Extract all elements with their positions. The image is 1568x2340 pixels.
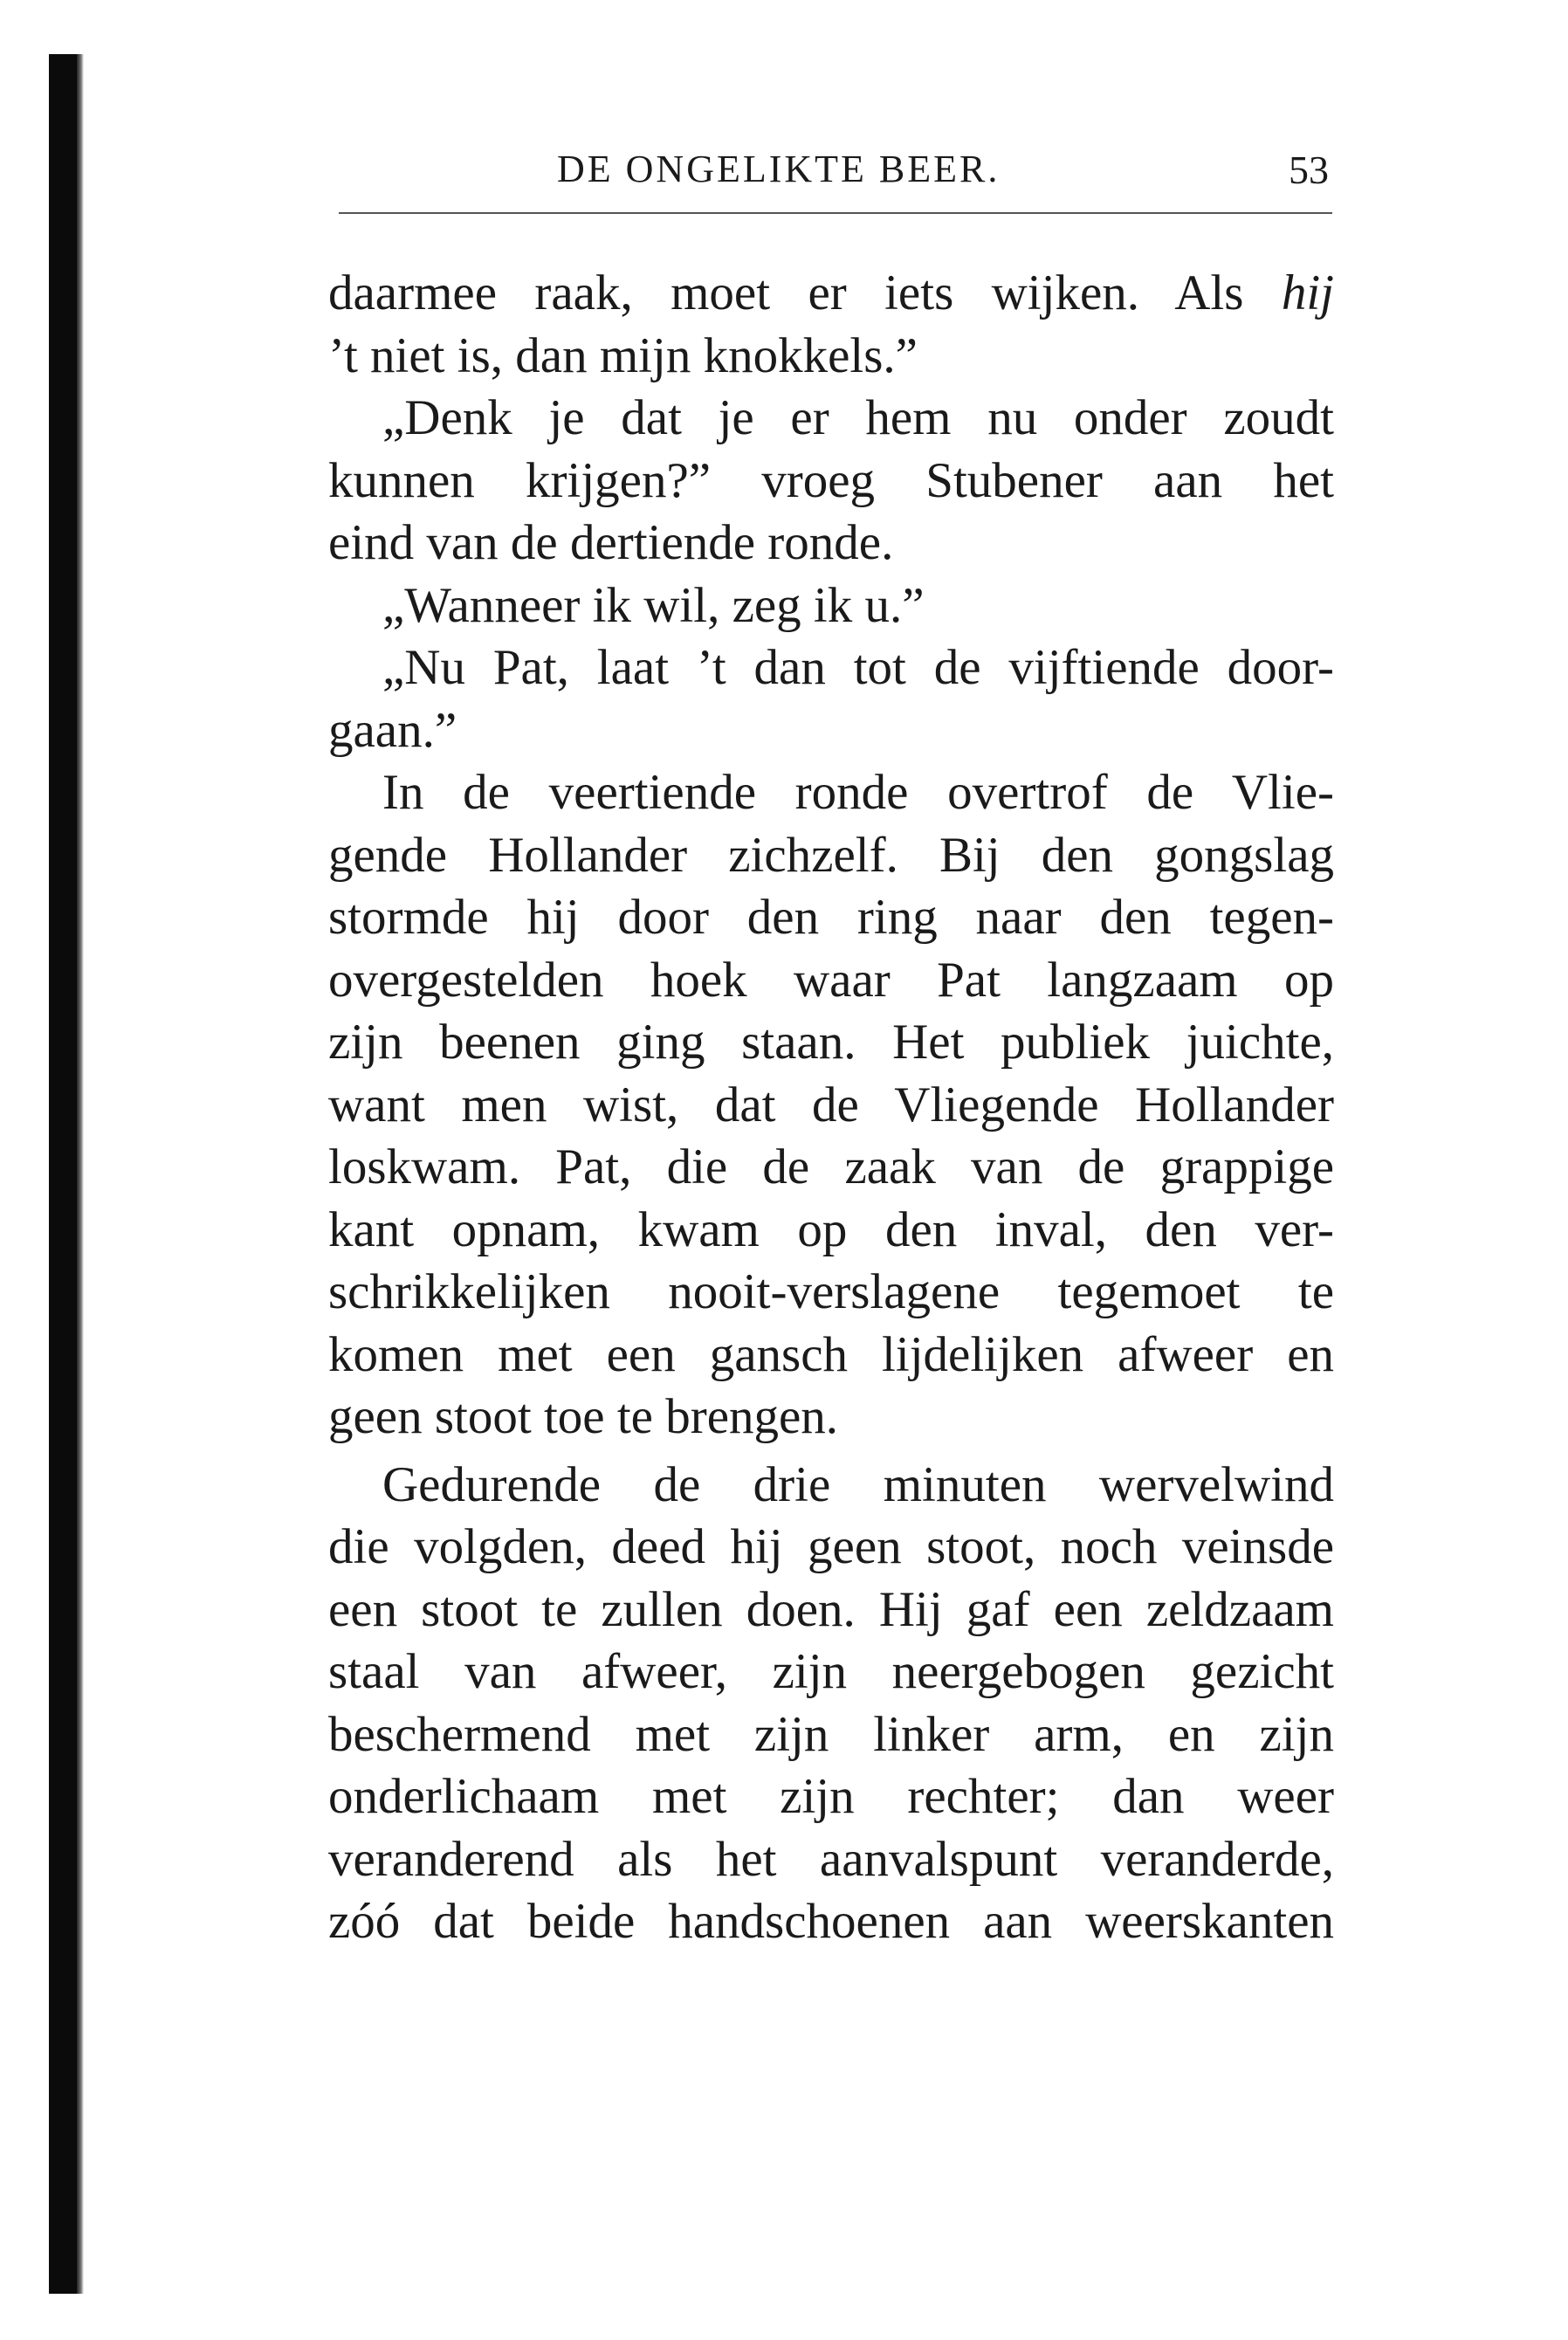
text-line: In de veertiende ronde overtrof de Vlie- bbox=[382, 765, 1334, 820]
text-line: want men wist, dat de Vliegende Hollander bbox=[328, 1077, 1334, 1132]
text-line: stormde hij door den ring naar den tegen- bbox=[328, 890, 1334, 945]
text-line: zóó dat beide handschoenen aan weerskanten bbox=[328, 1894, 1334, 1949]
body-text bbox=[328, 262, 1334, 1953]
text-line: „Denk je dat je er hem nu onder zoudt bbox=[382, 390, 1334, 445]
text-line: geen stoot toe te brengen. bbox=[328, 1389, 839, 1444]
book-spine-edge bbox=[77, 54, 84, 2294]
text-line: veranderend als het aanvalspunt veranderde, bbox=[328, 1831, 1334, 1887]
text-line: eind van de dertiende ronde. bbox=[328, 515, 894, 570]
text-line: kunnen krijgen?” vroeg Stubener aan het bbox=[328, 452, 1334, 508]
running-title: DE ONGELIKTE BEER. bbox=[557, 148, 1001, 190]
text-line: gaan.” bbox=[328, 702, 457, 758]
text-line: ’t niet is, dan mijn knokkels.” bbox=[328, 327, 918, 383]
text-line: onderlichaam met zijn rechter; dan weer bbox=[328, 1769, 1334, 1824]
text-line: beschermend met zijn linker arm, en zijn bbox=[328, 1706, 1334, 1762]
text-line: zijn beenen ging staan. Het publiek juichte, bbox=[328, 1015, 1334, 1070]
text-line: staal van afweer, zijn neergebogen gezicht bbox=[328, 1644, 1334, 1699]
italic-word: hij bbox=[1281, 265, 1334, 320]
text-line: komen met een gansch lijdelijken afweer en bbox=[328, 1326, 1334, 1382]
text-line: „Wanneer ik wil, zeg ik u.” bbox=[382, 577, 925, 633]
text-line: daarmee raak, moet er iets wijken. Als hij bbox=[328, 265, 1334, 320]
text-line: overgestelden hoek waar Pat langzaam op bbox=[328, 952, 1334, 1008]
text-line: een stoot te zullen doen. Hij gaf een zeldzaam bbox=[328, 1581, 1334, 1637]
text-line: kant opnam, kwam op den inval, den ver- bbox=[328, 1201, 1334, 1257]
page-header bbox=[332, 147, 1336, 208]
text-line: Gedurende de drie minuten wervelwind bbox=[382, 1456, 1334, 1512]
text-line: „Nu Pat, laat ’t dan tot de vijftiende door- bbox=[382, 640, 1334, 695]
text-line: schrikkelijken nooit-verslagene tegemoet te bbox=[328, 1264, 1334, 1319]
text-line: gende Hollander zichzelf. Bij den gongslag bbox=[328, 827, 1334, 883]
text-line: loskwam. Pat, die de zaak van de grappige bbox=[328, 1139, 1334, 1194]
page-number: 53 bbox=[1289, 148, 1329, 192]
text-line: die volgden, deed hij geen stoot, noch veinsde bbox=[328, 1519, 1334, 1574]
header-rule bbox=[339, 212, 1332, 214]
